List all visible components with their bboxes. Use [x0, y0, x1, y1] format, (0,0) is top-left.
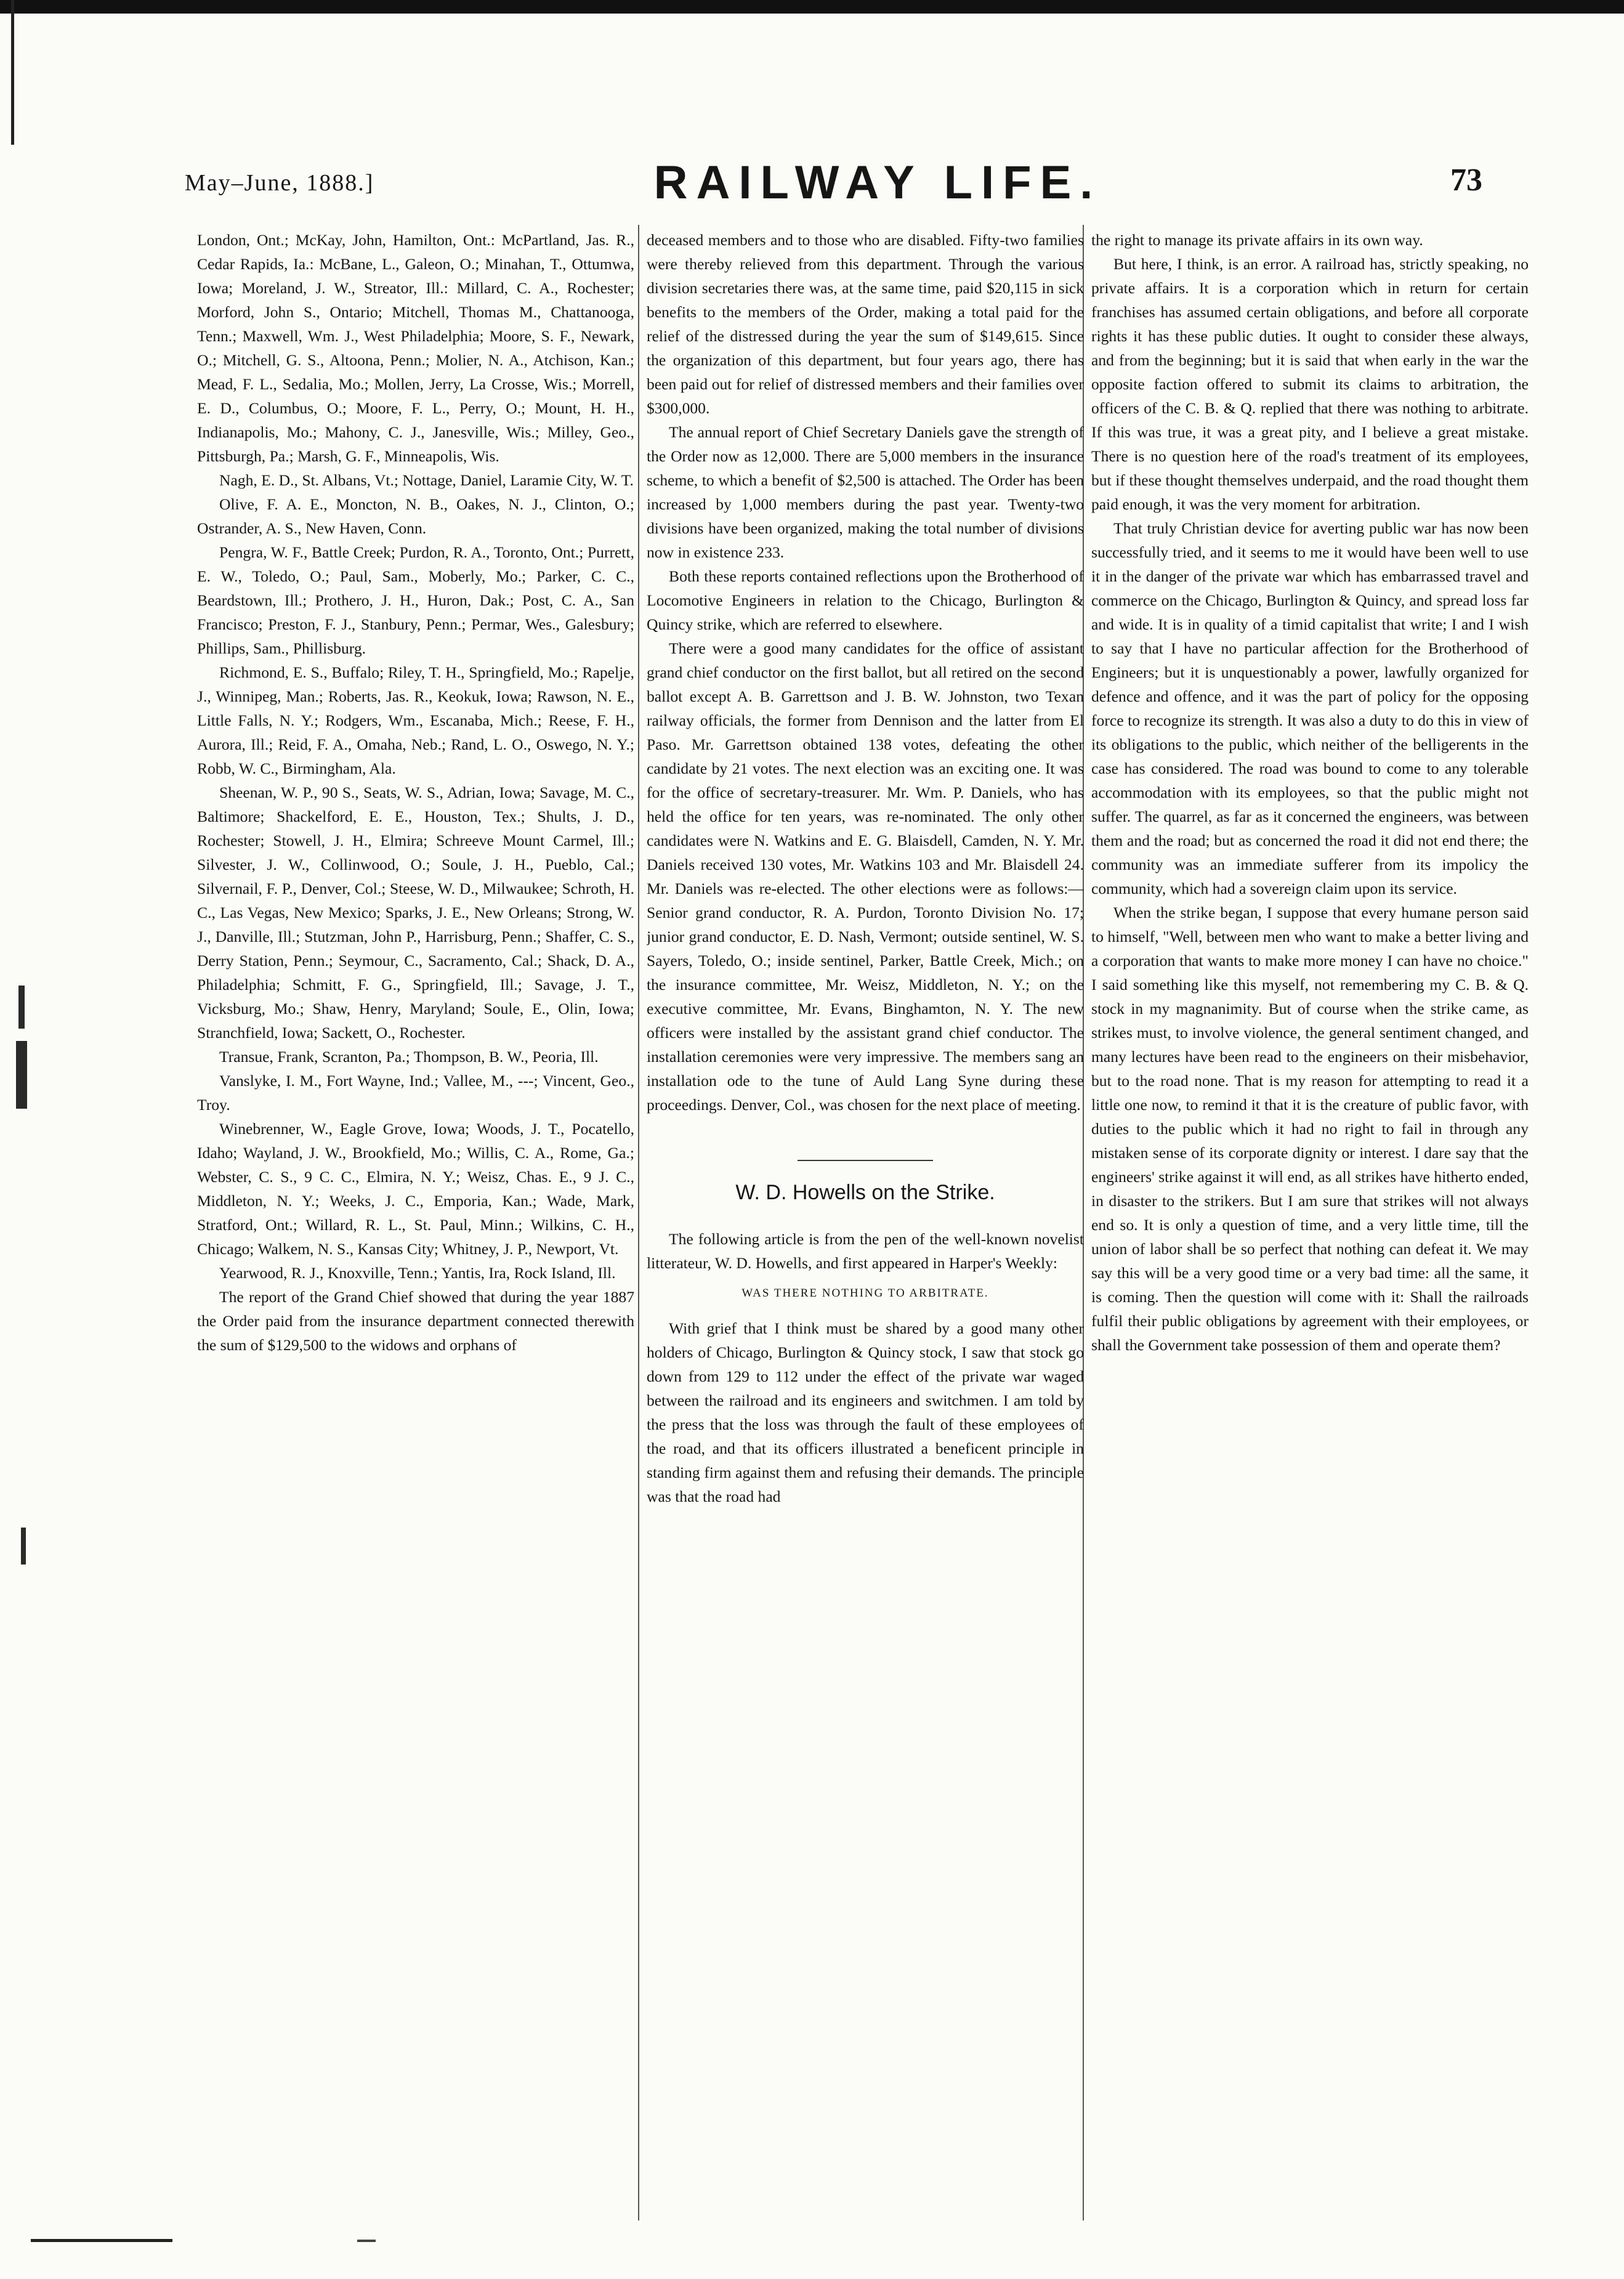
- member-list-paragraph: Transue, Frank, Scranton, Pa.; Thompson, B. W., Peoria, Ill.: [219, 1048, 599, 1066]
- body-paragraph: There were a good many candidates for the office of assistant grand chief conductor on the first ballot, but all retired on the second ballot except A. B. Garrettson and J. B. W. Johnston, two Texan railway officials, the former from Dennison and the latter from El Paso. Mr. Garrettson obtained 138 votes, defeating the other candidate by 21 votes. The next election was an exciting one. It was for the office of secretary-treasurer. Mr. Wm. P. Daniels, who has held the office for ten years, was re-nominated. The only other candidates were N. Watkins and E. G. Blaisdell, Camden, N. Y. Mr. Daniels received 130 votes, Mr. Watkins 103 and Mr. Blaisdell 24. Mr. Daniels was re-elected. The other elections were as follows:—Senior grand conductor, R. A. Purdon, Toronto Division No. 17; junior grand conductor, E. D. Nash, Vermont; outside sentinel, W. S. Sayers, Toledo, O.; inside sentinel, Parker, Battle Creek, Mich.; on the insurance committee, Mr. Weisz, Middleton, N. Y.; on the executive committee, Mr. Evans, Binghamton, N. Y. The new officers were installed by the assistant grand chief conductor. The installation ceremonies were very impressive. The members sang an installation ode to the tune of Auld Lang Syne during these proceedings. Denver, Col., was chosen for the next place of meeting.: [647, 639, 1084, 1114]
- article-paragraph: With grief that I think must be shared by a good many other holders of Chicago, Burlington & Quincy stock, I saw that stock go down from 129 to 112 under the effect of the private war waged between the railroad and its engineers and switchmen. I am told by the press that the loss was through the fault of these employees of the road, and that its officers illustrated a beneficent principle in standing firm against them and refusing their demands. The principle was that the road had: [647, 1319, 1084, 1505]
- column-2: [647, 228, 1084, 2217]
- article-subheading: WAS THERE NOTHING TO ARBITRATE.: [741, 1287, 989, 1300]
- bottom-margin-rule: [31, 2239, 172, 2242]
- column-divider: [638, 225, 639, 2220]
- member-list-paragraph: Vanslyke, I. M., Fort Wayne, Ind.; Vallee, M., ---; Vincent, Geo., Troy.: [197, 1072, 634, 1114]
- member-list-paragraph: London, Ont.; McKay, John, Hamilton, Ont.: McPartland, Jas. R., Cedar Rapids, Ia.: McBane, L., Galeon, O.; Minahan, T., Ottumwa, Iowa; Moreland, J. W., Streator, Ill.: Millard, C. A., Rochester; Morford, John S., Ontario; Mitchell, Thomas M., Chattanooga, Tenn.; Maxwell, Wm. J., West Philadelphia; Moore, S. F., Newark, O.; Mitchell, G. S., Altoona, Penn.; Molier, N. A., Atchison, Kan.; Mead, F. L., Sedalia, Mo.; Mollen, Jerry, La Crosse, Wis.; Morrell, E. D., Columbus, O.; Moore, F. L., Perry, O.; Mount, H. H., Indianapolis, Mo.; Mahony, C. J., Janesville, Wis.; Milley, Geo., Pittsburgh, Pa.; Marsh, G. F., Minneapolis, Wis.: [197, 231, 634, 465]
- body-paragraph: deceased members and to those who are disabled. Fifty-two families were thereby relieved from this department. Through the various division secretaries there was, at the same time, paid $20,115 in sick benefits to the members of the Order, making a total paid for the relief of the distressed during the year the sum of $149,615. Since the organization of this department, but four years ago, there has been paid out for relief of distressed members and their families over $300,000.: [647, 231, 1084, 417]
- page-number: 73: [1450, 163, 1482, 198]
- member-list-paragraph: Richmond, E. S., Buffalo; Riley, T. H., Springfield, Mo.; Rapelje, J., Winnipeg, Man.; Roberts, Jas. R., Keokuk, Iowa; Rawson, N. E., Little Falls, N. Y.; Rodgers, Wm., Escanaba, Mich.; Reese, F. H., Aurora, Ill.; Reid, F. A., Omaha, Neb.; Rand, L. O., Oswego, N. Y.; Robb, W. C., Birmingham, Ala.: [197, 663, 634, 777]
- margin-mark: [18, 986, 25, 1029]
- page-header: [0, 145, 1624, 213]
- margin-mark: [21, 1528, 26, 1565]
- article-paragraph: the right to manage its private affairs in its own way.: [1091, 231, 1423, 249]
- column-1: [197, 228, 634, 2217]
- top-edge-rule: [0, 0, 1624, 14]
- margin-mark: [16, 1041, 27, 1109]
- member-list-paragraph: Olive, F. A. E., Moncton, N. B., Oakes, N. J., Clinton, O.; Ostrander, A. S., New Haven, Conn.: [197, 495, 634, 537]
- article-title: W. D. Howells on the Strike.: [735, 1181, 995, 1204]
- body-paragraph: The report of the Grand Chief showed that during the year 1887 the Order paid from the insurance department connected therewith the sum of $129,500 to the widows and orphans of: [197, 1288, 634, 1354]
- body-paragraph: The annual report of Chief Secretary Daniels gave the strength of the Order now as 12,000. There are 5,000 members in the insurance scheme, to which a benefit of $2,500 is attached. The Order has been increased by 1,000 members during the past year. Twenty-two divisions have been organized, making the total number of divisions now in existence 233.: [647, 423, 1084, 561]
- body-paragraph: Both these reports contained reflections upon the Brotherhood of Locomotive Engineers in relation to the Chicago, Burlington & Quincy strike, which are referred to elsewhere.: [647, 567, 1084, 633]
- member-list-paragraph: Yearwood, R. J., Knoxville, Tenn.; Yantis, Ira, Rock Island, Ill.: [219, 1264, 616, 1282]
- member-list-paragraph: Pengra, W. F., Battle Creek; Purdon, R. A., Toronto, Ont.; Purrett, E. W., Toledo, O.; Paul, Sam., Moberly, Mo.; Parker, C. C., Beardstown, Ill.; Prothero, J. H., Huron, Dak.; Post, C. A., San Francisco; Preston, F. J., Stanbury, Penn.; Permar, Wes., Galesbury; Phillips, Sam., Phillisburg.: [197, 543, 634, 657]
- masthead-title: RAILWAY LIFE.: [653, 156, 1102, 209]
- member-list-paragraph: Winebrenner, W., Eagle Grove, Iowa; Woods, J. T., Pocatello, Idaho; Wayland, J. W., Brookfield, Mo.; Willis, C. A., Rome, Ga.; Webster, C. S., 9 C. C., Elmira, N. Y.; Weisz, Chas. E., 9 J. C., Middleton, N. Y.; Weeks, J. C., Emporia, Kan.; Wade, Mark, Stratford, Ont.; Willard, R. L., St. Paul, Minn.; Wilkins, C. H., Chicago; Walkem, N. S., Kansas City; Whitney, J. P., Newport, Vt.: [197, 1120, 634, 1258]
- member-list-paragraph: Nagh, E. D., St. Albans, Vt.; Nottage, Daniel, Laramie City, W. T.: [219, 471, 634, 489]
- left-edge-rule: [11, 0, 14, 145]
- article-paragraph: But here, I think, is an error. A railroad has, strictly speaking, no private affairs. It is a corporation which in return for certain franchises has assumed certain obligations, and before all corporate rights it has these public duties. It ought to consider these always, and from the beginning; but it is said that when early in the war the opposite faction offered to submit its claims to arbitration, the officers of the C. B. & Q. replied that there was nothing to arbitrate. If this was true, it was a great pity, and I believe a great mistake. There is no question here of the road's treatment of its employees, but if these thought themselves underpaid, and the road thought them paid enough, it was the very moment for arbitration.: [1091, 255, 1529, 513]
- bottom-margin-mark: [357, 2240, 376, 2242]
- article-paragraph: That truly Christian device for averting public war has now been successfully tried, and it seems to me it would have been well to use it in the danger of the private war which has embarrassed travel and commerce on the Chicago, Burlington & Quincy, and spread loss far and wide. It is in quality of a timid capitalist that write; I and I wish to say that I have no particular affection for the Brotherhood of Engineers; but it is unquestionably a power, lawfully organized for defence and offence, and it was the part of policy for the opposing force to recognize its strength. It was also a duty to do this in view of its obligations to the public, which neither of the belligerents in the case has considered. The road was bound to come to any tolerable accommodation with its employees, so that the public might not suffer. The quarrel, as far as it concerned the engineers, was between them and the road; but as concerned the road it did not end there; the community was an immediate sufferer from its impolicy the community, which had a sovereign claim upon its service.: [1091, 519, 1529, 897]
- issue-date: May–June, 1888.]: [185, 170, 374, 196]
- article-paragraph: When the strike began, I suppose that every humane person said to himself, "Well, between men who want to make a better living and a corporation that wants to make more money I can have no choice." I said something like this myself, not remembering my C. B. & Q. stock in my magnanimity. But of course when the strike came, as strikes must, to involve violence, the general sentiment changed, and many lectures have been read to the engineers on their misbehavior, but to the road none. That is my reason for attempting to read it a little one now, to remind it that it is the creature of public favor, with duties to the public which it had no right to fail in through any mistaken sense of its corporate dignity or interest. I dare say that the engineers' strike against it will end, as all strikes have hitherto ended, in disaster to the strikers. But I am sure that strikes will not always end so. It is only a question of time, and a very little time, till the union of labor shall be so perfect that nothing can defeat it. We may say this will be a very good time or a very bad time: all the same, it is coming. Then the question will come with it: Shall the railroads fulfil their public obligations by agreement with their employees, or shall the Government take possession of them and operate them?: [1091, 904, 1529, 1354]
- section-separator: [798, 1160, 933, 1161]
- article-intro: The following article is from the pen of the well-known novelist litterateur, W. D. Howells, and first appeared in Harper's Weekly:: [647, 1230, 1084, 1272]
- member-list-paragraph: Sheenan, W. P., 90 S., Seats, W. S., Adrian, Iowa; Savage, M. C., Baltimore; Shackelford, E. E., Houston, Tex.; Shults, J. D., Rochester; Stowell, J. H., Elmira; Schreeve Mount Carmel, Ill.; Silvester, J. W., Collinwood, O.; Soule, J. H., Pueblo, Cal.; Silvernail, F. P., Denver, Col.; Steese, W. D., Milwaukee; Schroth, H. C., Las Vegas, New Mexico; Sparks, J. E., New Orleans; Strong, W. J., Danville, Ill.; Stutzman, John P., Harrisburg, Penn.; Shaffer, C. S., Derry Station, Penn.; Seymour, C., Sacramento, Cal.; Shack, D. A., Philadelphia; Schmitt, F. G., Springfield, Ill.; Savage, J. T., Vicksburg, Mo.; Shaw, Henry, Maryland; Soule, E., Olin, Iowa; Stranchfield, Iowa; Sackett, O., Rochester.: [197, 783, 634, 1042]
- column-3: [1091, 228, 1529, 2217]
